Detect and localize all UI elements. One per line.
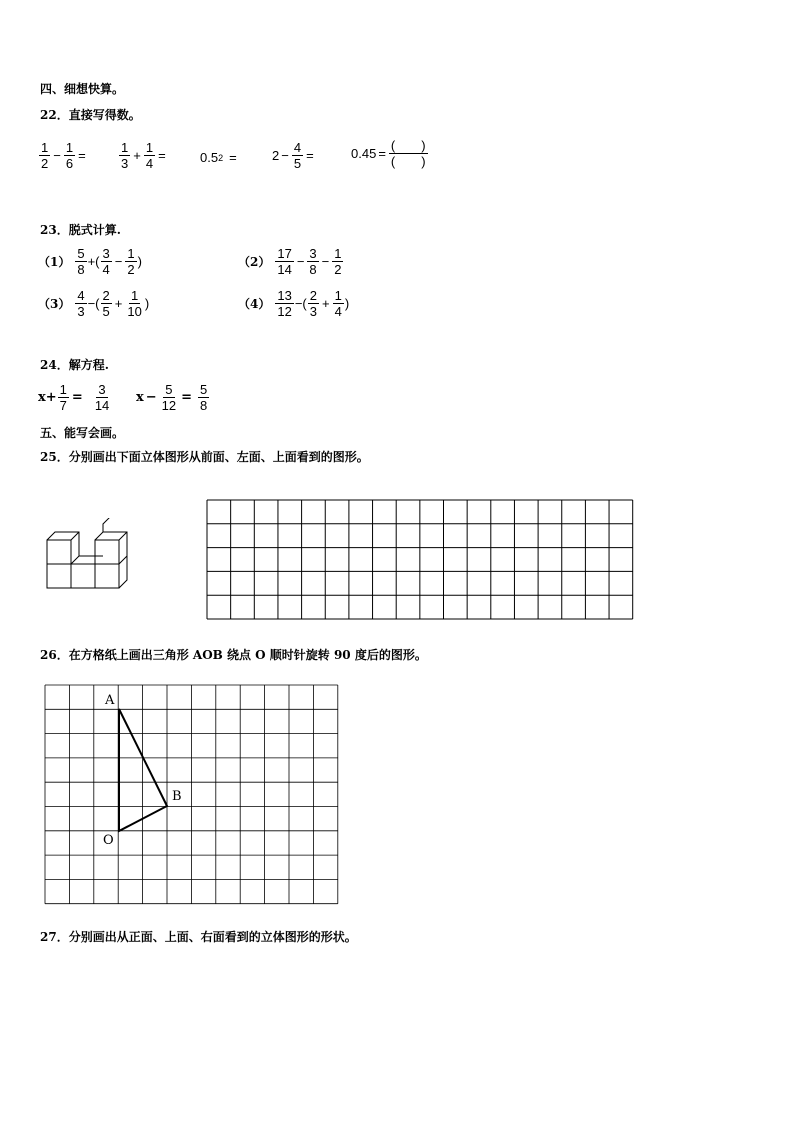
q25-answer-grid [206, 499, 634, 620]
section-5-title: 五、能写会画。 [40, 426, 125, 440]
q22-expression-2: $\frac{1}{3}$ + $\frac{1}{4}$ = [121, 140, 166, 171]
vertex-o-label: O [103, 833, 114, 848]
question-26-title: 26．在方格纸上画出三角形 AOB 绕点 O 顺时针旋转 90 度后的图形。 [40, 648, 427, 662]
q23-problem-1: （1） $\frac{5}{8}$ +( $\frac{3}{4}$ − $\frac{1}{2}$ ) [38, 246, 142, 277]
q23-problem-3: （3） $\frac{4}{3}$ −( $\frac{2}{5}$ + $\frac{1}{10}$ ) [38, 288, 150, 319]
q22-expression-5: 0.45 = $\frac{( )}{( )}$ [351, 138, 426, 169]
question-24-title: 24．解方程. [40, 358, 109, 372]
q22-expression-3: 0.5 2 = [200, 150, 237, 165]
question-23-title: 23．脱式计算. [40, 223, 121, 237]
q23-problem-4: （4） $\frac{13}{12}$ −( $\frac{2}{3}$ + $\frac{1}{4}$ ) [238, 288, 350, 319]
vertex-a-label: A [105, 693, 115, 708]
q24-equation-2: x − $\frac{5}{12}$ = $\frac{5}{8}$ [136, 382, 208, 413]
q22-expression-4: 2 − $\frac{4}{5}$ = [272, 140, 314, 171]
question-22-title: 22．直接写得数。 [40, 108, 141, 122]
cube-solid-figure [40, 518, 136, 590]
question-27-title: 27．分别画出从正面、上面、右面看到的立体图形的形状。 [40, 930, 357, 944]
q22-expression-1: $\frac{1}{2}$ − $\frac{1}{6}$ = [41, 140, 86, 171]
vertex-b-label: B [172, 789, 182, 804]
q26-rotation-grid [44, 684, 340, 906]
q24-equation-1: x + $\frac{1}{7}$ = $\frac{3}{14}$ [38, 382, 110, 413]
question-25-title: 25．分别画出下面立体图形从前面、左面、上面看到的图形。 [40, 450, 369, 464]
q23-problem-2: （2） $\frac{17}{14}$ − $\frac{3}{8}$ − $\frac{1}{2}$ [238, 246, 342, 277]
section-4-title: 四、细想快算。 [40, 82, 125, 96]
